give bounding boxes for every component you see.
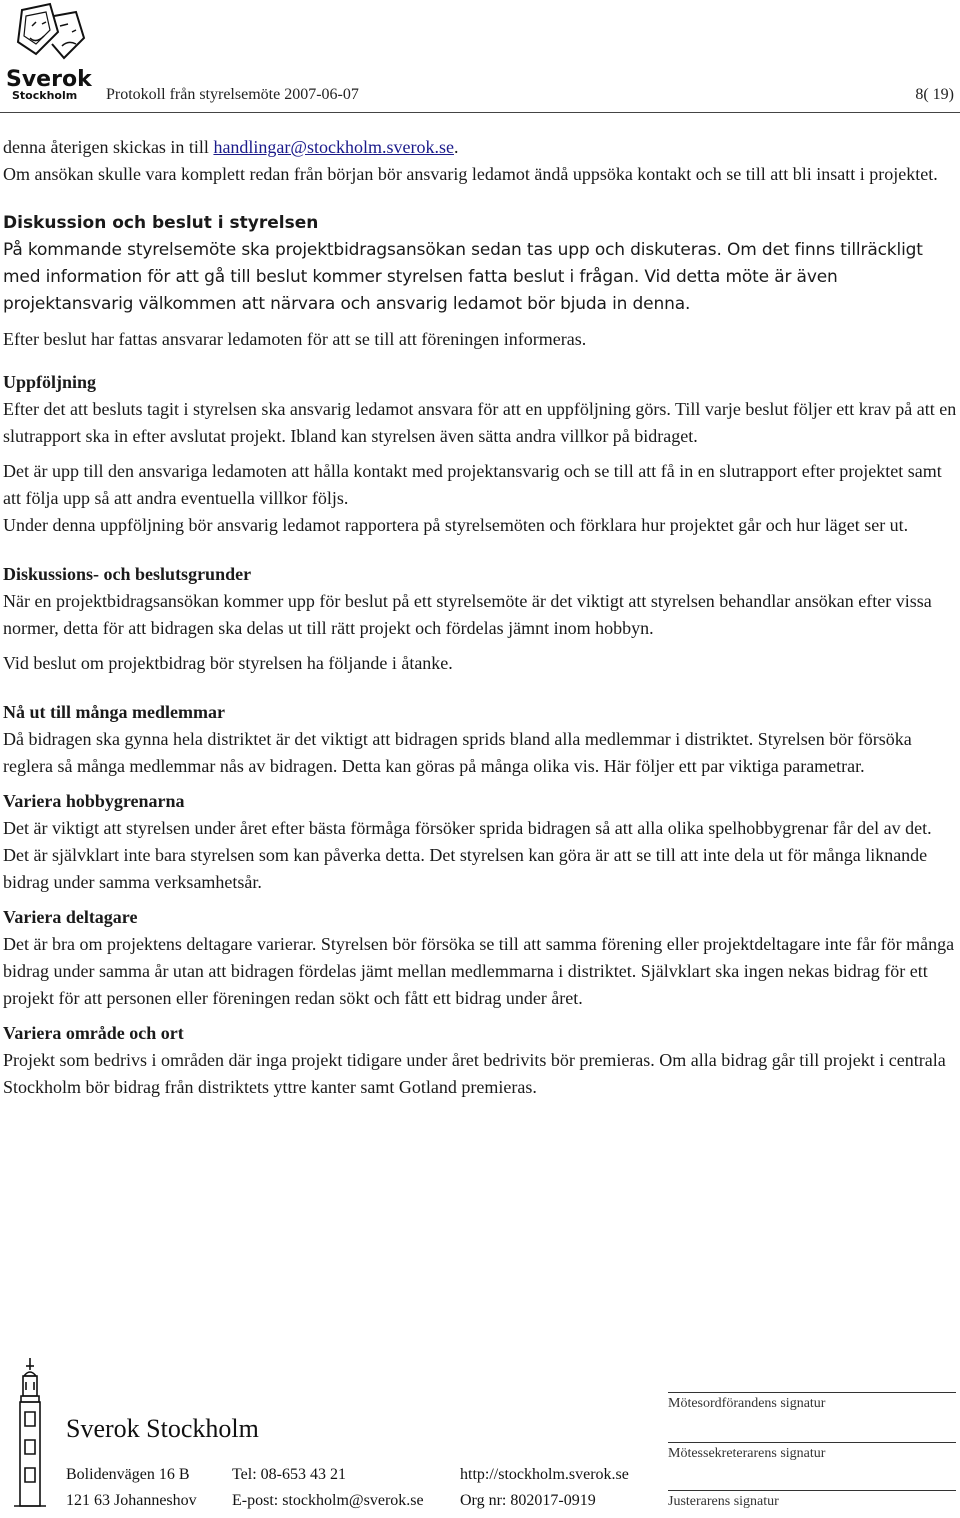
page-footer bbox=[0, 1350, 960, 1518]
email-link[interactable]: handlingar@stockholm.sverok.se bbox=[213, 137, 454, 157]
signature-label: Mötesordförandens signatur bbox=[668, 1396, 826, 1411]
paragraph bbox=[3, 134, 958, 161]
page-number: 8( 19) bbox=[915, 86, 954, 103]
section-heading: Uppföljning bbox=[3, 372, 97, 392]
paragraph: Under denna uppföljning bör ansvarig ledamot rapportera på styrelsemöten och förklara hur projektet går och hur läget ser ut. bbox=[3, 515, 909, 535]
paragraph: Projekt som bedrivs i områden där inga projekt tidigare under året bedrivits bör premieras. Om alla bidrag går till projekt i centrala Stockholm bör bidrag från distriktets yttre kanter samt Gotland premieras. bbox=[3, 1050, 946, 1097]
paragraph: Det är bra om projektens deltagare varierar. Styrelsen bör försöka se till att samma förening eller projektdeltagare inte får för många bidrag under samma år utan att bidragen fördelas jämt mellan medlemmarna i distriktet. Självklart ska ingen nekas bidrag för ett projekt för att personen eller föreningen redan sökt och fått ett bidrag under året. bbox=[3, 934, 955, 1008]
page-header bbox=[0, 0, 960, 112]
footer-address-city: 121 63 Johanneshov bbox=[66, 1492, 197, 1509]
footer-website[interactable]: http://stockholm.sverok.se bbox=[460, 1466, 629, 1483]
city-hall-tower-icon bbox=[10, 1356, 50, 1512]
section-heading: Variera område och ort bbox=[3, 1023, 184, 1043]
signature-line-secretary bbox=[668, 1442, 956, 1462]
paragraph: När en projektbidragsansökan kommer upp för beslut på ett styrelsemöte är det viktigt att styrelsen behandlar ansökan efter vissa normer, detta för att bidragen ska delas ut till rätt projekt och fördelas jämnt inom hobbyn. bbox=[3, 591, 932, 638]
section-heading: Variera deltagare bbox=[3, 907, 138, 927]
footer-address-street: Bolidenvägen 16 B bbox=[66, 1466, 190, 1483]
footer-phone: Tel: 08-653 43 21 bbox=[232, 1466, 346, 1483]
signature-line-adjuster bbox=[668, 1490, 956, 1510]
paragraph: Efter det att besluts tagit i styrelsen ska ansvarig ledamot ansvara för att en uppföljning görs. Till varje beslut följer ett krav på att en slutrapport ska in efter avslutat projekt. Ibland kan styrelsen även sätta andra villkor på bidraget. bbox=[3, 399, 957, 446]
text: denna återigen skickas in till bbox=[3, 137, 214, 157]
text: Om det finns tillräckligt med information för att gå till beslut kommer styrelsen fatta beslut i frågan. bbox=[3, 240, 923, 287]
paragraph: Då bidragen ska gynna hela distriktet är det viktigt att bidragen sprids bland alla medlemmar i distriktet. Styrelsen bör försöka reglera så många medlemmar nås av bidragen. Detta kan göras på många olika vis. Här följer ett par viktiga parametrar. bbox=[3, 729, 912, 776]
text: . bbox=[453, 137, 459, 157]
signature-label: Mötessekreterarens signatur bbox=[668, 1446, 826, 1461]
signature-label: Justerarens signatur bbox=[668, 1494, 779, 1509]
footer-org-number: Org nr: 802017-0919 bbox=[460, 1492, 596, 1509]
paragraph: Det är upp till den ansvariga ledamoten att hålla kontakt med projektansvarig och se till att få in en slutrapport efter projektet samt att följa upp så att andra eventuella villkor följs. bbox=[3, 461, 942, 508]
section-heading: Diskussion och beslut i styrelsen bbox=[3, 213, 319, 233]
document-body bbox=[3, 134, 958, 1101]
section-heading: Nå ut till många medlemmar bbox=[3, 702, 225, 722]
paragraph: Vid beslut om projektbidrag bör styrelsen ha följande i åtanke. bbox=[3, 653, 453, 673]
document-title: Protokoll från styrelsemöte 2007-06-07 bbox=[106, 86, 359, 103]
signature-line-chair bbox=[668, 1392, 956, 1412]
paragraph bbox=[3, 237, 958, 318]
paragraph: Om ansökan skulle vara komplett redan från början bör ansvarig ledamot ändå uppsöka kontakt och se till att bli insatt i projektet. bbox=[3, 164, 938, 184]
logo-subtext: Stockholm bbox=[12, 89, 78, 102]
text: Vid detta möte är även projektansvarig välkommen att närvara och ansvarig ledamot bör bjuda in denna. bbox=[3, 267, 838, 314]
footer-org-name: Sverok Stockholm bbox=[66, 1414, 259, 1443]
header-divider bbox=[0, 112, 960, 113]
footer-email[interactable]: E-post: stockholm@sverok.se bbox=[232, 1492, 424, 1509]
logo-text: Sverok bbox=[6, 67, 92, 92]
paragraph: Det är viktigt att styrelsen under året efter bästa förmåga försöker sprida bidragen så att alla olika spelhobbygrenar får del av det. Det är självklart inte bara styrelsen som kan påverka detta. Det styrelsen kan göra är att se till att inte dela ut för många liknande bidrag under samma verksamhetsår. bbox=[3, 818, 932, 892]
text: På kommande styrelsemöte ska projektbidragsansökan sedan tas upp och diskuteras. bbox=[3, 240, 722, 260]
section-heading: Diskussions- och beslutsgrunder bbox=[3, 564, 252, 584]
paragraph: Efter beslut har fattas ansvarar ledamoten för att se till att föreningen informeras. bbox=[3, 329, 587, 349]
sverok-logo bbox=[2, 2, 94, 102]
section-heading: Variera hobbygrenarna bbox=[3, 791, 185, 811]
